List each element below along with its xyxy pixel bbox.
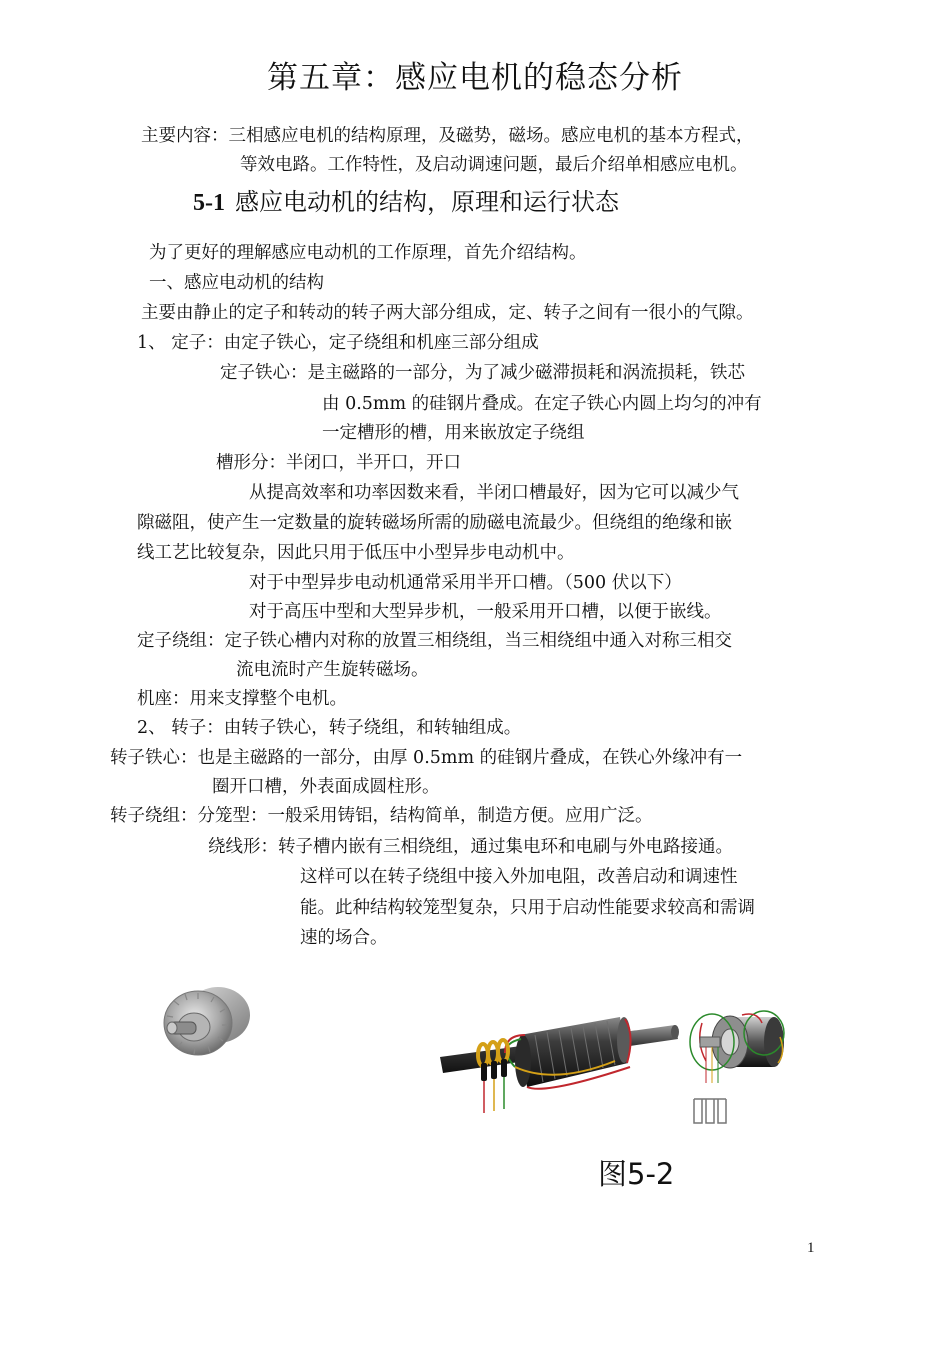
stator-core-line-3: 一定槽形的槽，用来嵌放定子绕组 — [322, 423, 585, 443]
main-parts-paragraph: 主要由静止的定子和转动的转子两大部分组成，定、转子之间有一很小的气隙。 — [141, 303, 754, 323]
wound-rotor-illustration — [435, 1005, 680, 1125]
rotor-core-line-1: 转子铁心：也是主磁路的一部分，由厚 0.5mm 的硅钢片叠成，在铁心外缘冲有一 — [110, 748, 743, 768]
wound-rotor-line-4: 速的场合。 — [300, 928, 388, 948]
stator-winding-line-2: 流电流时产生旋转磁场。 — [236, 660, 429, 680]
medium-motor-note: 对于中型异步电动机通常采用半开口槽。（500 伏以下） — [249, 573, 682, 593]
stator-core-line-2: 由 0.5mm 的硅钢片叠成。在定子铁心内圆上均匀的冲有 — [322, 394, 762, 414]
wound-rotor-line-3: 能。此种结构较笼型复杂，只用于启动性能要求较高和需调 — [300, 898, 755, 918]
sub-heading-structure: 一、感应电动机的结构 — [149, 273, 324, 293]
slot-types: 槽形分：半闭口，半开口，开口 — [216, 453, 461, 473]
stator-core-line-1: 定子铁心：是主磁路的一部分，为了减少磁滞损耗和涡流损耗，铁芯 — [220, 363, 745, 383]
high-voltage-note: 对于高压中型和大型异步机，一般采用开口槽，以便于嵌线。 — [249, 602, 722, 622]
rotor-core-line-2: 圈开口槽，外表面成圆柱形。 — [212, 777, 440, 797]
section-number: 5-1 — [193, 190, 225, 216]
intro-paragraph: 为了更好的理解感应电动机的工作原理，首先介绍结构。 — [149, 243, 587, 263]
slot-paragraph-line-2: 隙磁阻，使产生一定数量的旋转磁场所需的励磁电流最少。但绕组的绝缘和嵌 — [137, 513, 732, 533]
rotor-end-view-wiring-illustration — [682, 1003, 792, 1128]
figure-caption: 图5-2 — [598, 1157, 675, 1191]
stator-heading: 1、 定子：由定子铁心，定子绕组和机座三部分组成 — [137, 333, 539, 353]
rotor-winding-cage: 转子绕组：分笼型：一般采用铸铝，结构简单，制造方便。应用广泛。 — [110, 806, 653, 826]
summary-line-2: 等效电路。工作特性，及启动调速问题，最后介绍单相感应电机。 — [240, 155, 748, 175]
page-number: 1 — [807, 1240, 815, 1256]
rotor-heading: 2、 转子：由转子铁心，转子绕组，和转轴组成。 — [137, 718, 522, 738]
wound-rotor-line-2: 这样可以在转子绕组中接入外加电阻，改善启动和调速性 — [300, 867, 738, 887]
section-heading — [193, 186, 619, 219]
cage-rotor-illustration — [158, 985, 258, 1060]
section-title: 感应电动机的结构，原理和运行状态 — [235, 188, 619, 216]
wound-rotor-line-1: 绕线形：转子槽内嵌有三相绕组，通过集电环和电刷与外电路接通。 — [208, 837, 733, 857]
stator-winding-line-1: 定子绕组：定子铁心槽内对称的放置三相绕组，当三相绕组中通入对称三相交 — [137, 631, 732, 651]
summary-line-1: 主要内容：三相感应电机的结构原理，及磁势，磁场。感应电机的基本方程式， — [141, 126, 754, 146]
slot-paragraph-line-1: 从提高效率和功率因数来看，半闭口槽最好，因为它可以减少气 — [249, 483, 739, 503]
chapter-title: 第五章：感应电机的稳态分析 — [267, 60, 683, 96]
slot-paragraph-line-3: 线工艺比较复杂，因此只用于低压中小型异步电动机中。 — [137, 543, 575, 563]
frame-paragraph: 机座：用来支撑整个电机。 — [137, 689, 347, 709]
